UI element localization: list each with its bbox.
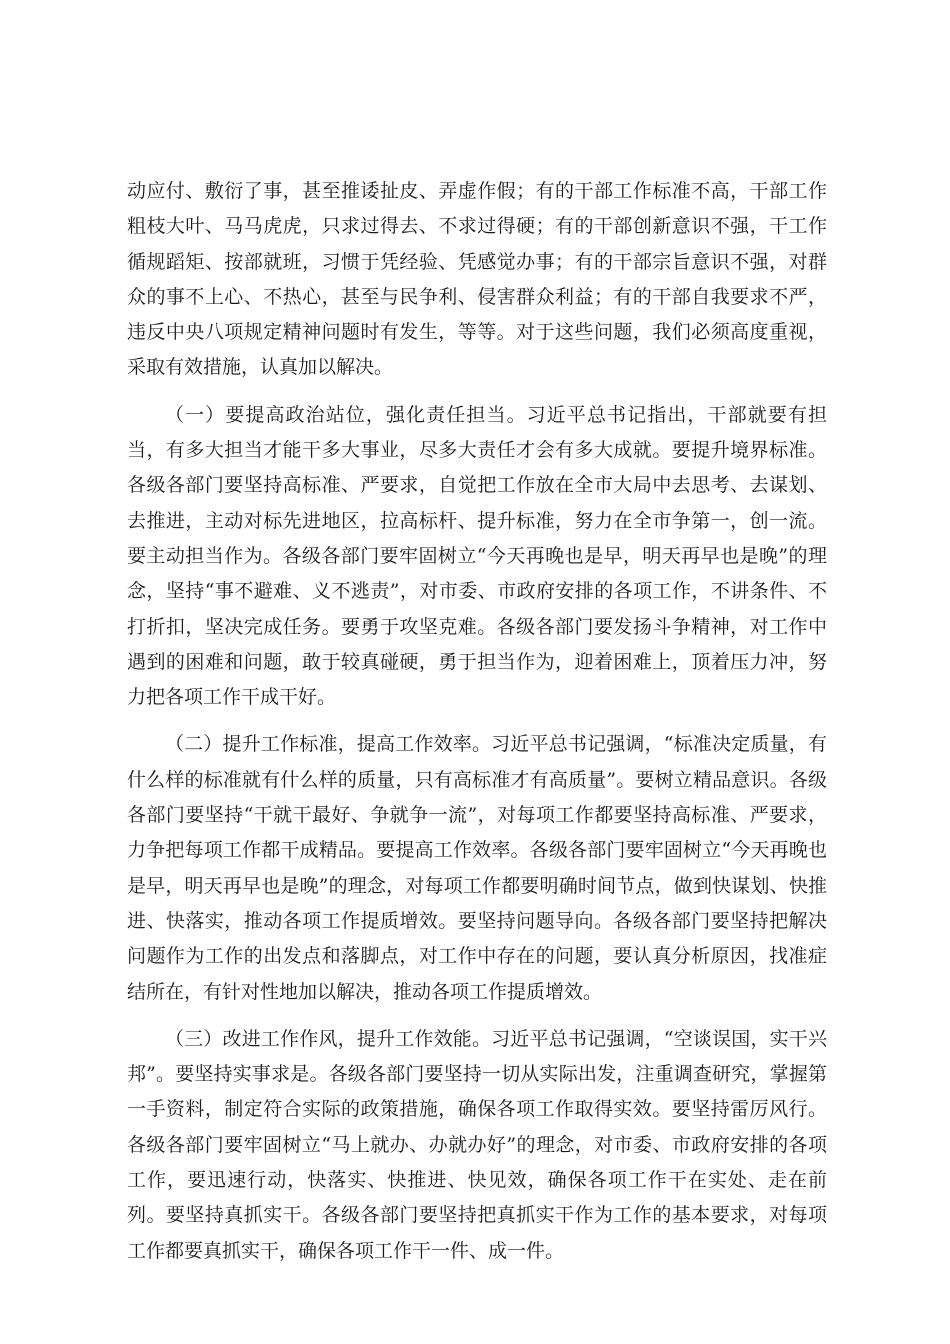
paragraph-continuation: 动应付、敷衍了事，甚至推诿扯皮、弄虚作假；有的干部工作标准不高，干部工作粗枝大叶、马马虎虎，只求过得去、不求过得硬；有的干部创新意识不强，干工作循规蹈矩、按部就班，习惯于凭经验、凭感觉办事；有的干部宗旨意识不强，对群众的事不上心、不热心，甚至与民争利、侵害群众利益；有的干部自我要求不严，违反中央八项规定精神问题时有发生，等等。对于这些问题，我们必须高度重视，采取有效措施，认真加以解决。: [127, 180, 827, 379]
document-body: [127, 174, 827, 1281]
paragraph-section-3: （三）改进工作作风，提升工作效能。习近平总书记强调，“空谈误国，实干兴邦”。要坚持实事求是。各级各部门要坚持一切从实际出发，注重调查研究，掌握第一手资料，制定符合实际的政策措施，确保各项工作取得实效。要坚持雷厉风行。各级各部门要牢固树立“马上就办、办就办好”的理念，对市委、市政府安排的各项工作，要迅速行动，快落实、快推进、快见效，确保各项工作干在实处、走在前列。要坚持真抓实干。各级各部门要坚持把真抓实干作为工作的基本要求，对每项工作都要真抓实干，确保各项工作干一件、成一件。: [127, 1027, 827, 1262]
paragraph-section-1: （一）要提高政治站位，强化责任担当。习近平总书记指出，干部就要有担当，有多大担当才能干多大事业，尽多大责任才会有多大成就。要提升境界标准。各级各部门要坚持高标准、严要求，自觉把工作放在全市大局中去思考、去谋划、去推进，主动对标先进地区，拉高标杆、提升标准，努力在全市争第一，创一流。要主动担当作为。各级各部门要牢固树立“今天再晚也是早，明天再早也是晚”的理念，坚持“事不避难、义不逃责”，对市委、市政府安排的各项工作，不讲条件、不打折扣，坚决完成任务。要勇于攻坚克难。各级各部门要发扬斗争精神，对工作中遇到的困难和问题，敢于较真碰硬，勇于担当作为，迎着困难上，顶着压力冲，努力把各项工作干成干好。: [127, 403, 827, 709]
paragraph-section-2: （二）提升工作标准，提高工作效率。习近平总书记强调，“标准决定质量，有什么样的标准就有什么样的质量，只有高标准才有高质量”。要树立精品意识。各级各部门要坚持“干就干最好、争就争一流”，对每项工作都要坚持高标准、严要求，力争把每项工作都干成精品。要提高工作效率。各级各部门要牢固树立“今天再晚也是早，明天再早也是晚”的理念，对每项工作都要明确时间节点，做到快谋划、快推进、快落实，推动各项工作提质增效。要坚持问题导向。各级各部门要坚持把解决问题作为工作的出发点和落脚点，对工作中存在的问题，要认真分析原因，找准症结所在，有针对性地加以解决，推动各项工作提质增效。: [127, 733, 827, 1003]
